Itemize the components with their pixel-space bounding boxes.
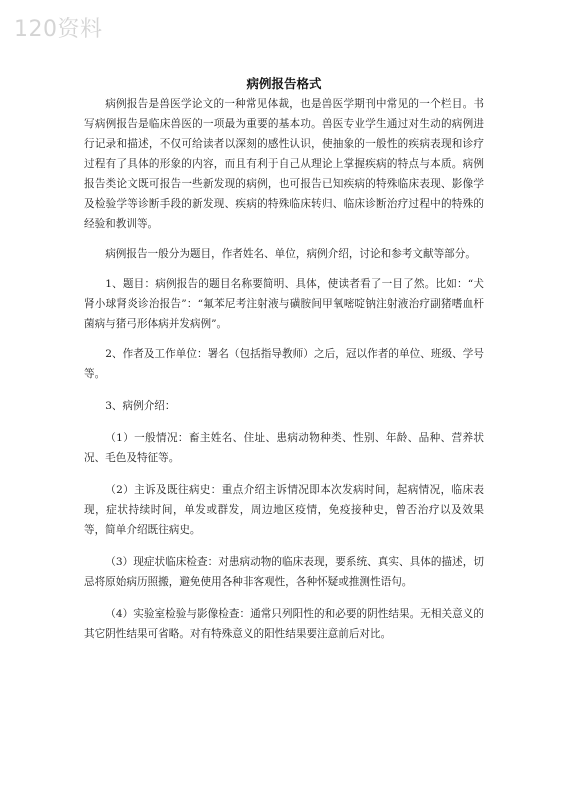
paragraph-title-section: 1、题目：病例报告的题目名称要简明、具体，使读者看了一目了然。比如：“犬肾小球肾炎诊治报告”：“氟苯尼考注射液与磺胺间甲氧嘧啶钠注射液治疗副猪嗜血杆菌病与猪弓形体病并发病例”。: [84, 278, 484, 330]
paragraph-general-info: （1）一般情况：畜主姓名、住址、患病动物种类、性别、年龄、品种、营养状况、毛色及特征等。: [84, 432, 484, 464]
paragraph-author-section: 2、作者及工作单位：署名（包括指导教师）之后，冠以作者的单位、班级、学号等。: [84, 348, 484, 380]
paragraph-case-heading: 3、病例介绍：: [105, 400, 176, 412]
document-body: [84, 76, 484, 644]
paragraph-intro: 病例报告是兽医学论文的一种常见体裁，也是兽医学期刊中常见的一个栏目。书写病例报告是临床兽医的一项最为重要的基本功。兽医专业学生通过对生动的病例进行记录和描述，不仅可给读者以深刻的感性认识，使抽象的一般性的疾病表现和诊疗过程有了具体的形象的内容，而且有利于自己从理论上掌握疾病的特点与本质。病例报告类论文既可报告一些新发现的病例，也可报告已知疾病的特殊临床表现、影像学及检验学等诊断手段的新发现、疾病的特殊临床转归、临床诊断治疗过程中的特殊的经验和教训等。: [84, 98, 484, 230]
paragraph-clinical-exam: （3）现症状临床检查：对患病动物的临床表现，要系统、真实、具体的描述，切忌将原始病历照搬，避免使用各种非客观性，各种怀疑或推测性语句。: [84, 556, 484, 588]
paragraph-lab-exam: （4）实验室检验与影像检查：通常只列阳性的和必要的阴性结果。无相关意义的其它阴性结果可省略。对有特殊意义的阳性结果要注意前后对比。: [84, 608, 484, 640]
document-title: 病例报告格式: [246, 76, 322, 91]
paragraph-history: （2）主诉及既往病史：重点介绍主诉情况即本次发病时间，起病情况，临床表现，症状持续时间，单发或群发，周边地区疫情，免疫接种史，曾否治疗以及效果等，简单介绍既往病史。: [84, 484, 484, 536]
watermark-logo: 120资料: [14, 17, 103, 42]
paragraph-structure: 病例报告一般分为题目，作者姓名、单位，病例介绍，讨论和参考文献等部分。: [105, 248, 476, 260]
